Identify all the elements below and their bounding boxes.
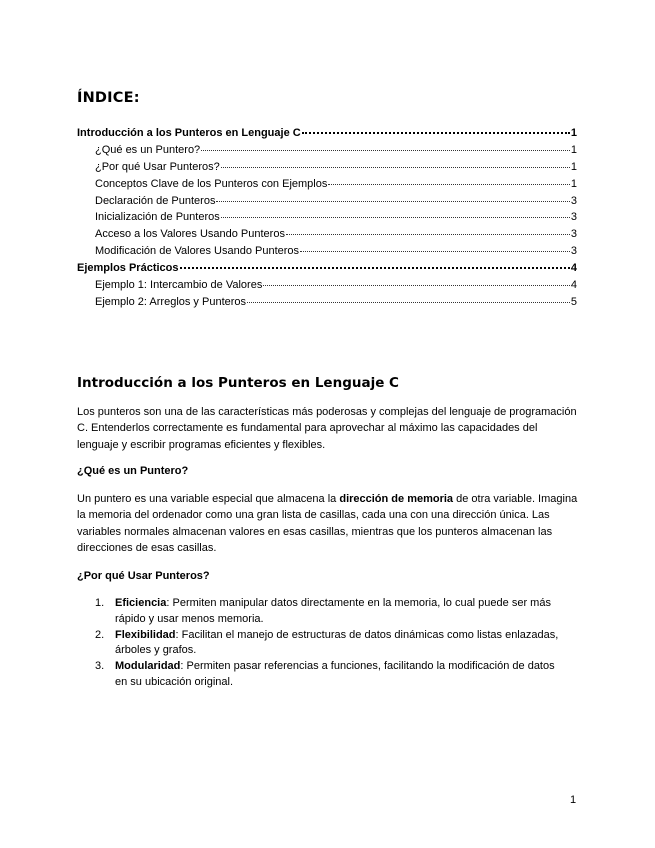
toc-entry-label: Modificación de Valores Usando Punteros <box>95 245 300 258</box>
toc-entry-label: ¿Por qué Usar Punteros? <box>95 160 220 173</box>
toc-entry-page: 1 <box>570 160 577 173</box>
what-is-paragraph <box>77 491 582 557</box>
toc-leader-dots <box>286 234 570 235</box>
intro-paragraph: Los punteros son una de las características más poderosas y complejas del lenguaje de programación C. Entenderlos correctamente es fundamental para aprovechar al máximo las capacidades del lenguaje y escribir programas eficientes y flexibles. <box>77 406 577 451</box>
toc-entry-page: 1 <box>570 127 577 139</box>
toc-entry-label: Declaración de Punteros <box>95 194 216 207</box>
why-use-heading: ¿Por qué Usar Punteros? <box>77 570 210 582</box>
why-use-list <box>95 596 565 691</box>
list-item-number: 2. <box>95 628 105 641</box>
list-item-term: Modularidad <box>115 660 181 673</box>
toc-entry-page: 5 <box>570 295 577 308</box>
toc-entry-label: ¿Qué es un Puntero? <box>95 143 201 156</box>
list-item-description: Permiten pasar referencias a funciones, facilitando la modificación de datos en su ubicación original. <box>115 660 555 688</box>
toc-entry-label: Inicialización de Punteros <box>95 211 220 224</box>
table-of-contents <box>77 127 577 313</box>
list-item-term: Eficiencia <box>115 597 167 609</box>
toc-entry[interactable] <box>77 279 577 296</box>
list-item-number: 1. <box>95 597 105 609</box>
toc-entry-label: Conceptos Clave de los Punteros con Ejemplos <box>95 177 328 190</box>
toc-leader-dots <box>247 302 570 303</box>
section-title: Introducción a los Punteros en Lenguaje C <box>77 375 399 391</box>
toc-entry-page: 3 <box>570 228 577 241</box>
toc-leader-dots <box>328 184 570 185</box>
toc-leader-dots <box>201 150 570 151</box>
list-item-description: Facilitan el manejo de estructuras de datos dinámicas como listas enlazadas, árboles y grafos. <box>115 628 559 657</box>
toc-entry-label: Ejemplo 1: Intercambio de Valores <box>95 279 263 292</box>
toc-entry-page: 1 <box>570 143 577 156</box>
list-item <box>95 659 565 691</box>
list-item-text <box>115 659 565 691</box>
toc-entry[interactable] <box>77 228 577 245</box>
toc-entry[interactable] <box>77 211 577 228</box>
list-item-description: Permiten manipular datos directamente en la memoria, lo cual puede ser más rápido y usar menos memoria. <box>115 597 551 625</box>
toc-entry-label: Introducción a los Punteros en Lenguaje C <box>77 127 301 139</box>
toc-entry-page: 3 <box>570 194 577 207</box>
toc-leader-dots <box>216 201 569 202</box>
toc-entry-page: 3 <box>570 211 577 224</box>
toc-entry[interactable] <box>77 161 577 178</box>
toc-entry-page: 4 <box>570 262 577 275</box>
list-item <box>95 596 565 628</box>
list-item-text <box>115 596 565 628</box>
toc-leader-dots <box>300 251 570 252</box>
list-item-term: Flexibilidad <box>115 628 176 641</box>
what-is-bold-term: dirección de memoria <box>339 493 454 505</box>
toc-entry[interactable] <box>77 245 577 262</box>
toc-entry[interactable] <box>77 178 577 195</box>
index-title: ÍNDICE: <box>77 90 140 106</box>
toc-entry[interactable] <box>77 296 577 313</box>
toc-entry[interactable] <box>77 195 577 212</box>
toc-entry-label: Ejemplo 2: Arreglos y Punteros <box>95 295 247 308</box>
toc-leader-dots <box>221 217 570 218</box>
toc-leader-dots <box>263 285 570 286</box>
what-is-heading: ¿Qué es un Puntero? <box>77 465 189 477</box>
toc-leader-dots <box>302 132 570 134</box>
toc-entry[interactable] <box>77 127 577 144</box>
list-item-number: 3. <box>95 660 105 673</box>
toc-leader-dots <box>180 267 570 269</box>
toc-entry-page: 1 <box>570 177 577 190</box>
toc-entry[interactable] <box>77 144 577 161</box>
toc-entry-label: Ejemplos Prácticos <box>77 262 179 275</box>
toc-entry-page: 3 <box>570 245 577 258</box>
what-is-text-after: de otra variable. Imagina la memoria del ordenador como una gran lista de casillas, cada una con una dirección única. Las variables normales almacenan valores en esas casillas, mientras que los punteros almacenan las direcciones de esas casillas. <box>77 493 578 555</box>
toc-leader-dots <box>221 167 570 168</box>
list-item-separator: : <box>175 628 182 641</box>
toc-entry-label: Acceso a los Valores Usando Punteros <box>95 228 285 241</box>
list-item-separator: : <box>180 660 187 673</box>
list-item-separator: : <box>166 597 173 609</box>
page-number: 1 <box>570 794 577 806</box>
list-item <box>95 628 565 660</box>
list-item-text <box>115 628 565 660</box>
toc-entry-page: 4 <box>570 279 577 292</box>
what-is-text-before: Un puntero es una variable especial que almacena la <box>77 493 340 505</box>
toc-entry[interactable] <box>77 262 577 279</box>
